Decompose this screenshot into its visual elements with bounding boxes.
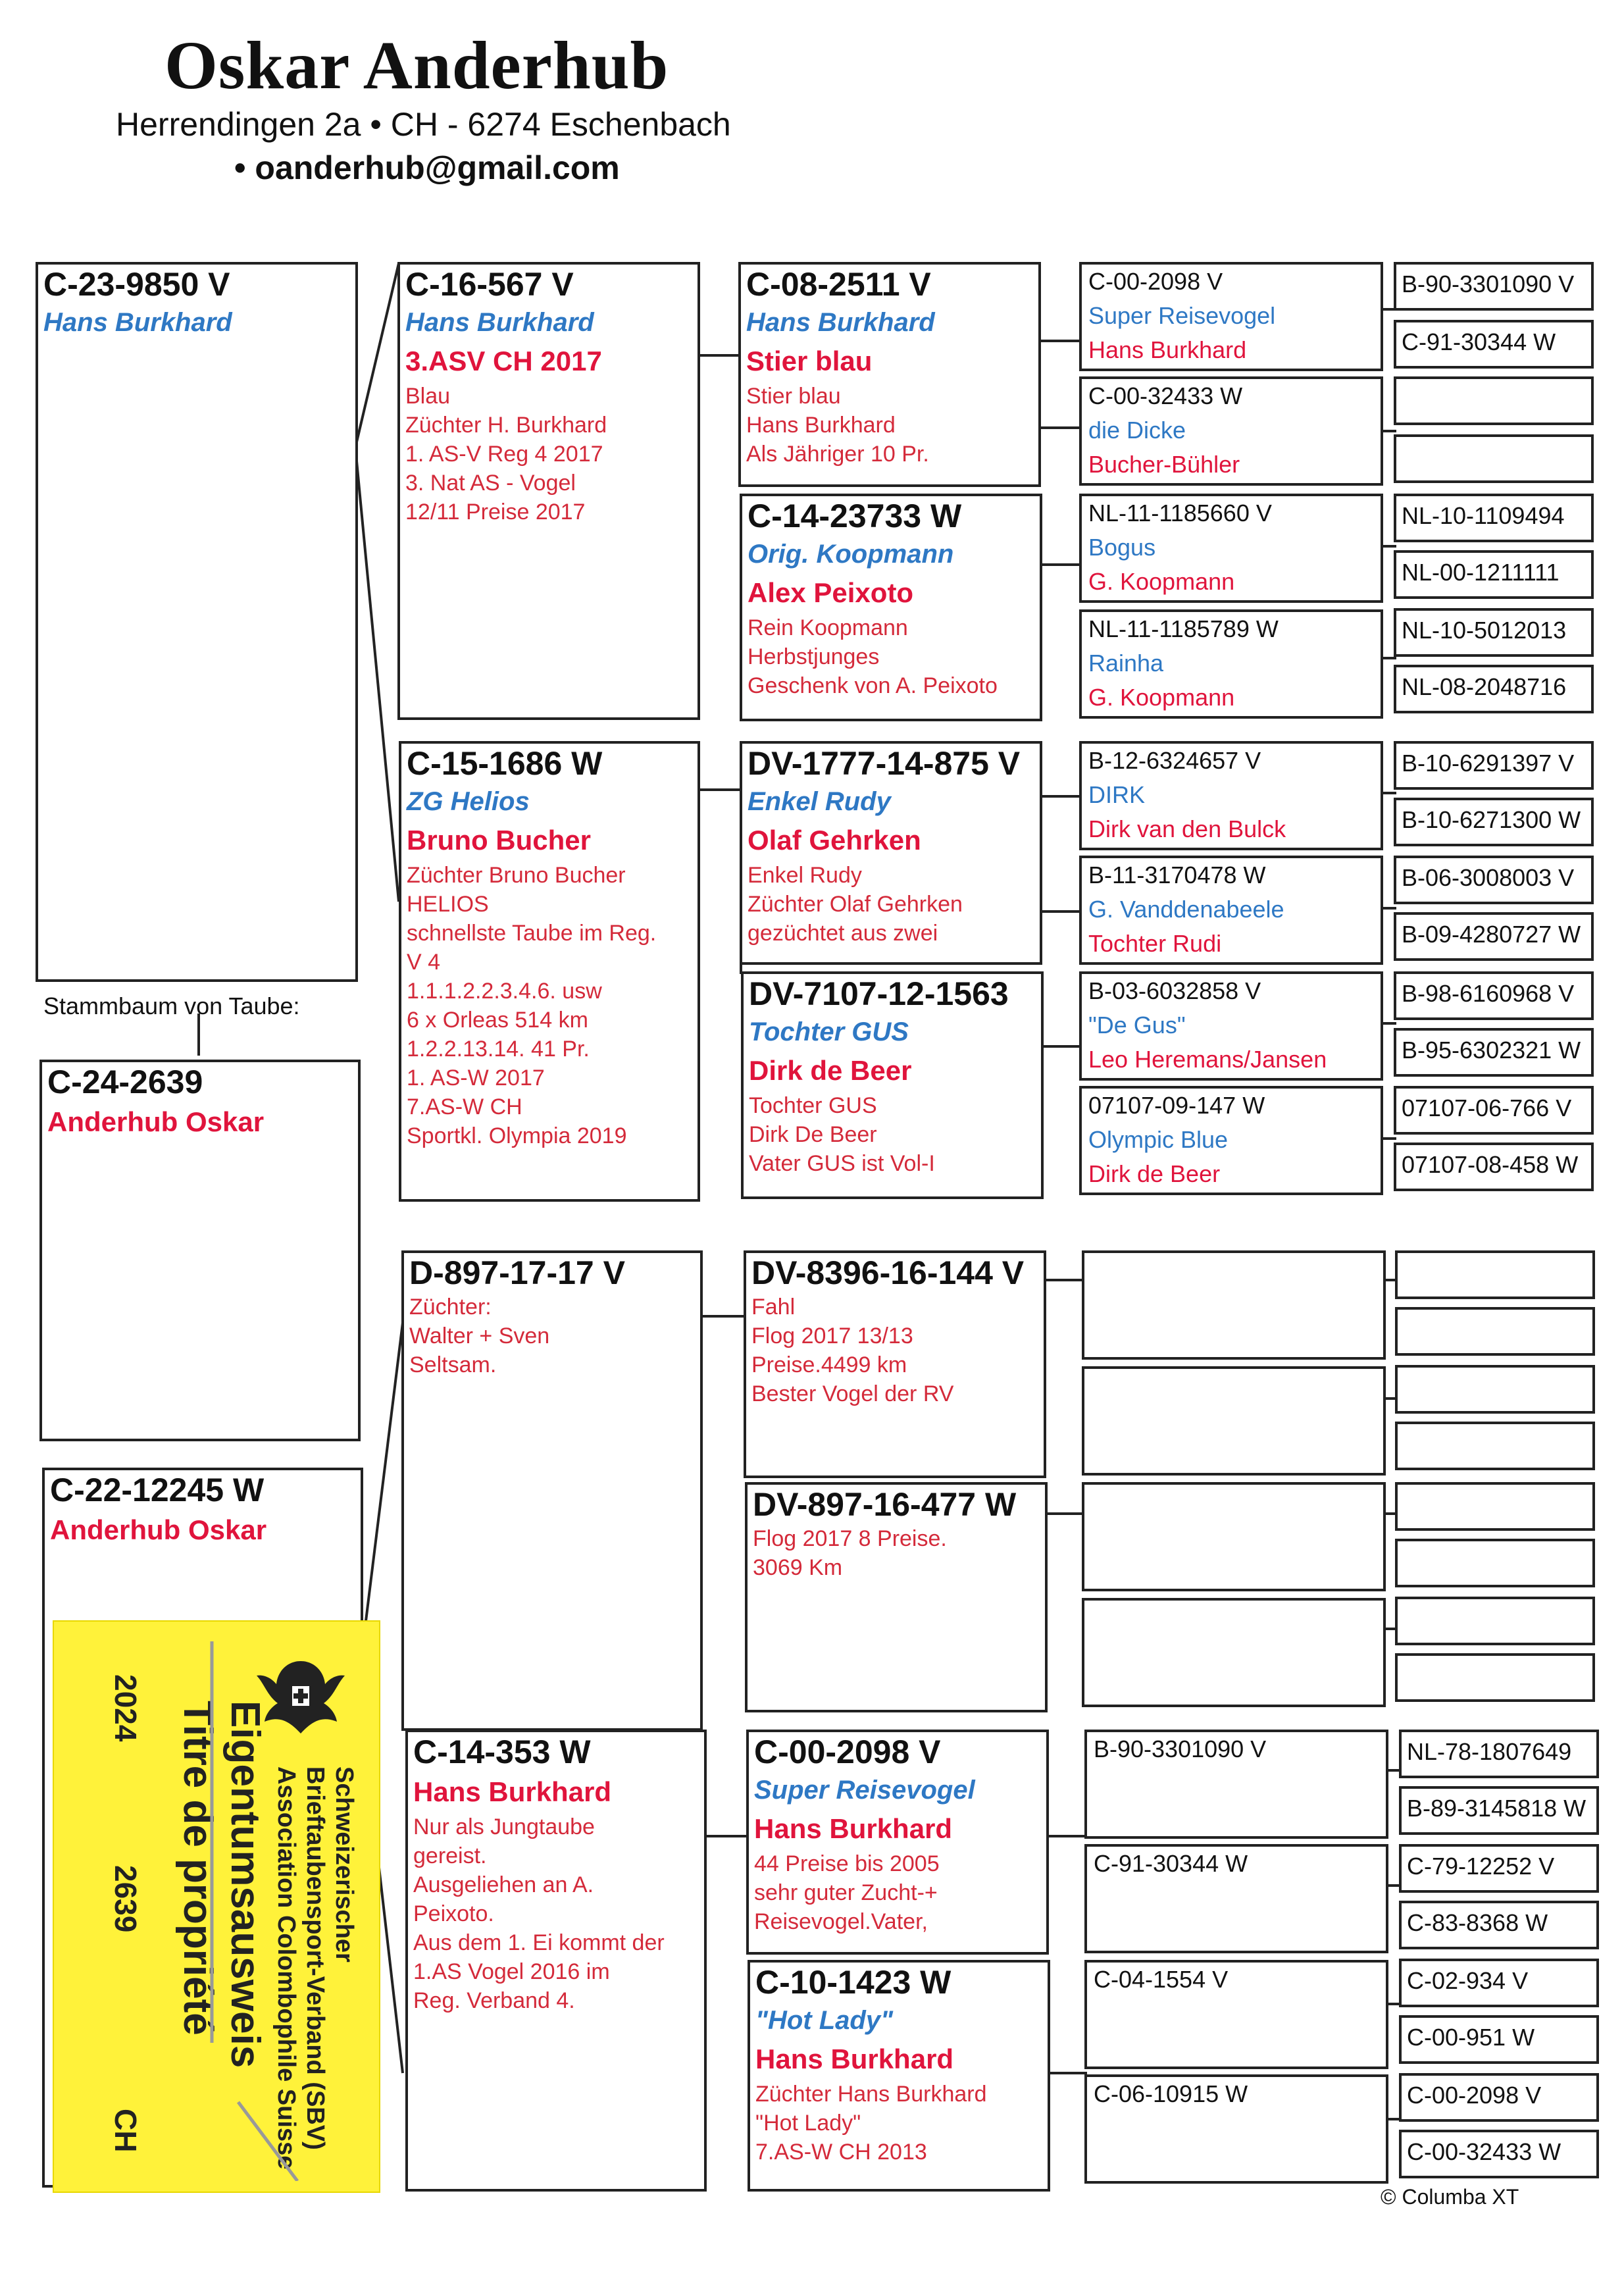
gen5-box[interactable] <box>1394 262 1594 311</box>
card-title-fr: Titre de propriété <box>175 1701 220 2036</box>
gen3-box[interactable] <box>740 741 1042 965</box>
pigeon-owner: Dirk de Beer <box>1088 1160 1221 1187</box>
subject-box[interactable] <box>39 1060 361 1441</box>
gen2-box[interactable] <box>399 741 700 1202</box>
gen5-box[interactable] <box>1399 1959 1599 2007</box>
pigeon-owner: Hans Burkhard <box>1088 336 1247 363</box>
info-line: sehr guter Zucht-+ <box>754 1880 938 1905</box>
pigeon-owner: Olaf Gehrken <box>748 825 921 856</box>
ring-number: B-98-6160968 V <box>1402 980 1575 1007</box>
gen5-box[interactable] <box>1394 741 1594 790</box>
breeder-address: Herrendingen 2a • CH - 6274 Eschenbach <box>116 106 731 143</box>
pigeon-name: Olympic Blue <box>1088 1126 1229 1153</box>
pigeon-name: Hans Burkhard <box>746 308 935 337</box>
card-line1: Schweizerischer <box>330 1766 358 1963</box>
info-line: Sportkl. Olympia 2019 <box>407 1123 627 1148</box>
info-line: "Hot Lady" <box>755 2111 861 2136</box>
pigeon-name: DIRK <box>1088 781 1146 808</box>
info-line: Herbstjunges <box>748 644 880 669</box>
ring-number: C-83-8368 W <box>1407 1909 1548 1936</box>
gen5-box[interactable] <box>1394 971 1594 1020</box>
stammbaum-label: Stammbaum von Taube: <box>43 992 300 1019</box>
info-line: Züchter: <box>409 1295 492 1320</box>
ring-number: B-89-3145818 W <box>1407 1795 1586 1822</box>
subject-ring: C-24-2639 <box>47 1064 203 1100</box>
card-number: 2639 <box>109 1865 143 1933</box>
pigeon-owner: Dirk van den Bulck <box>1088 815 1286 842</box>
card-line3: Association Colombophile Suisse <box>272 1766 300 2170</box>
subject-owner: Anderhub Oskar <box>47 1106 265 1137</box>
gen3-box[interactable] <box>740 494 1042 721</box>
gen3-box[interactable] <box>745 1482 1048 1712</box>
gen5-box-empty[interactable] <box>1394 434 1594 483</box>
ring-number: NL-10-5012013 <box>1402 617 1567 644</box>
info-line: Hans Burkhard <box>746 413 896 438</box>
info-line: Züchter Olaf Gehrken <box>748 892 963 917</box>
gen5-box[interactable] <box>1394 798 1594 846</box>
mother-owner: Anderhub Oskar <box>50 1514 267 1545</box>
ring-number: NL-11-1185660 V <box>1088 500 1272 526</box>
gen4-box[interactable] <box>1079 376 1383 486</box>
ring-number: B-11-3170478 W <box>1088 861 1266 888</box>
info-line: Reisevogel.Vater, <box>754 1909 928 1934</box>
info-line: HELIOS <box>407 892 489 917</box>
gen5-box[interactable] <box>1399 2015 1599 2064</box>
info-line: Geschenk von A. Peixoto <box>748 673 998 698</box>
pigeon-owner: Bruno Bucher <box>407 825 592 856</box>
ring-number: NL-00-1211111 <box>1402 559 1560 586</box>
info-line: Reg. Verband 4. <box>413 1988 575 2013</box>
ring-number: D-897-17-17 V <box>409 1254 625 1291</box>
gen4-box-empty[interactable] <box>1082 1366 1386 1476</box>
info-line: Flog 2017 13/13 <box>751 1323 913 1348</box>
gen4-box[interactable] <box>1084 1960 1388 2069</box>
gen5-box[interactable] <box>1394 550 1594 599</box>
ring-number: DV-8396-16-144 V <box>751 1254 1025 1291</box>
info-line: Züchter H. Burkhard <box>405 413 607 438</box>
pigeon-owner: Bucher-Bühler <box>1088 451 1240 478</box>
ring-number: B-90-3301090 V <box>1402 270 1575 297</box>
ring-number: B-09-4280727 W <box>1402 921 1581 948</box>
pigeon-name: ZG Helios <box>407 787 530 816</box>
pigeon-owner: Leo Heremans/Jansen <box>1088 1046 1327 1073</box>
gen5-box[interactable] <box>1394 494 1594 542</box>
info-line: 1.AS Vogel 2016 im <box>413 1959 610 1984</box>
ownership-card <box>53 1620 380 2193</box>
info-line: Rein Koopmann <box>748 615 908 640</box>
ring-number: C-04-1554 V <box>1094 1966 1229 1993</box>
info-line: Nur als Jungtaube <box>413 1814 595 1839</box>
info-line: V 4 <box>407 950 441 975</box>
breeder-email[interactable]: • oanderhub@gmail.com <box>234 149 620 186</box>
pigeon-owner: Hans Burkhard <box>754 1813 953 1844</box>
pigeon-name: Hans Burkhard <box>405 308 594 337</box>
info-line: Tochter GUS <box>749 1093 877 1118</box>
gen5-box-empty[interactable] <box>1395 1307 1595 1356</box>
pigeon-owner: Alex Peixoto <box>748 577 914 608</box>
ring-number: B-10-6291397 V <box>1402 750 1575 777</box>
gen4-box[interactable] <box>1079 856 1383 965</box>
gen2-box[interactable] <box>401 1250 703 1731</box>
gen4-box-empty[interactable] <box>1082 1482 1386 1591</box>
info-line: Blau <box>405 384 451 409</box>
info-line: Als Jähriger 10 Pr. <box>746 442 929 467</box>
info-line: Stier blau <box>746 384 841 409</box>
info-line: Aus dem 1. Ei kommt der <box>413 1930 665 1955</box>
mother-ring: C-22-12245 W <box>50 1472 265 1508</box>
pigeon-name: Tochter GUS <box>749 1017 909 1046</box>
gen5-box[interactable] <box>1394 1086 1594 1135</box>
ring-number: C-00-951 W <box>1407 2024 1535 2051</box>
gen5-box[interactable] <box>1394 320 1594 369</box>
ring-number: C-10-1423 W <box>755 1964 952 2001</box>
ring-number: NL-08-2048716 <box>1402 673 1567 700</box>
ring-number: C-00-32433 W <box>1088 382 1243 409</box>
gen4-box[interactable] <box>1084 2074 1388 2184</box>
info-line: 1. AS-V Reg 4 2017 <box>405 442 603 467</box>
ring-number: C-00-2098 V <box>1407 2082 1542 2109</box>
breeder-name: Oskar Anderhub <box>165 28 669 103</box>
ring-number: B-03-6032858 V <box>1088 977 1261 1004</box>
gen5-box[interactable] <box>1394 1142 1594 1191</box>
ring-number: DV-1777-14-875 V <box>748 745 1021 782</box>
ring-number: B-90-3301090 V <box>1094 1735 1267 1762</box>
pigeon-name: Rainha <box>1088 650 1164 677</box>
gen5-box-empty[interactable] <box>1395 1597 1595 1645</box>
pigeon-name: Bogus <box>1088 534 1156 561</box>
info-line: Walter + Sven <box>409 1323 550 1348</box>
info-line: 7.AS-W CH 2013 <box>755 2140 927 2165</box>
info-line: Preise.4499 km <box>751 1352 907 1377</box>
card-pin-icon <box>140 1641 311 2181</box>
pigeon-name: Super Reisevogel <box>754 1776 975 1805</box>
pigeon-name: die Dicke <box>1088 417 1186 444</box>
info-line: Ausgeliehen an A. <box>413 1872 594 1897</box>
ring-number: 07107-08-458 W <box>1402 1151 1579 1178</box>
info-line: 12/11 Preise 2017 <box>405 500 586 525</box>
ring-number: C-16-567 V <box>405 266 574 303</box>
pigeon-name: "Hot Lady" <box>755 2006 894 2035</box>
ring-number: C-15-1686 W <box>407 745 603 782</box>
ring-number: C-91-30344 W <box>1094 1850 1248 1877</box>
ring-number: 07107-09-147 W <box>1088 1092 1265 1119</box>
info-line: Züchter Bruno Bucher <box>407 863 626 888</box>
gen4-box[interactable] <box>1079 494 1383 603</box>
gen4-box[interactable] <box>1084 1844 1388 1953</box>
ring-number: C-91-30344 W <box>1402 328 1556 355</box>
info-line: schnellste Taube im Reg. <box>407 921 657 946</box>
pigeon-owner: Stier blau <box>746 346 873 376</box>
pigeon-owner: Hans Burkhard <box>755 2043 954 2074</box>
info-line: 6 x Orleas 514 km <box>407 1008 588 1033</box>
ring-number: B-06-3008003 V <box>1402 864 1575 891</box>
ring-number: C-00-32433 W <box>1407 2138 1561 2165</box>
ring-number: C-00-2098 V <box>1088 268 1223 295</box>
pigeon-owner: Tochter Rudi <box>1088 930 1222 957</box>
info-line: Dirk De Beer <box>749 1122 877 1147</box>
gen5-box[interactable] <box>1399 1844 1599 1893</box>
gen5-box[interactable] <box>1394 856 1594 904</box>
father-box[interactable] <box>36 262 358 982</box>
gen5-box[interactable] <box>1394 608 1594 657</box>
gen4-box-empty[interactable] <box>1082 1250 1386 1360</box>
gen5-box[interactable] <box>1394 665 1594 713</box>
info-line: 7.AS-W CH <box>407 1094 522 1119</box>
gen5-box-empty[interactable] <box>1395 1653 1595 1702</box>
info-line: gezüchtet aus zwei <box>748 921 938 946</box>
gen3-box[interactable] <box>741 971 1044 1199</box>
gen5-box[interactable] <box>1399 1730 1599 1778</box>
ring-number: DV-897-16-477 W <box>753 1486 1017 1523</box>
ring-number: B-12-6324657 V <box>1088 747 1261 774</box>
pigeon-owner: G. Koopmann <box>1088 568 1235 595</box>
father-ring: C-23-9850 V <box>43 266 230 303</box>
gen5-box[interactable] <box>1399 1901 1599 1949</box>
gen5-box-empty[interactable] <box>1394 376 1594 425</box>
gen3-box[interactable] <box>738 262 1041 487</box>
gen5-box[interactable] <box>1394 912 1594 961</box>
info-line: 3. Nat AS - Vogel <box>405 471 576 496</box>
info-line: Züchter Hans Burkhard <box>755 2082 987 2107</box>
gen5-box-empty[interactable] <box>1395 1422 1595 1470</box>
gen5-box-empty[interactable] <box>1395 1250 1595 1299</box>
gen2-box[interactable] <box>405 1730 707 2192</box>
ring-number: C-14-353 W <box>413 1733 591 1770</box>
ring-number: C-00-2098 V <box>754 1733 941 1770</box>
info-line: Vater GUS ist Vol-I <box>749 1151 935 1176</box>
ring-number: C-06-10915 W <box>1094 2080 1248 2107</box>
card-year: 2024 <box>109 1674 143 1742</box>
gen5-box-empty[interactable] <box>1395 1365 1595 1414</box>
gen3-box[interactable] <box>748 1960 1050 2192</box>
pigeon-owner: Hans Burkhard <box>413 1776 612 1807</box>
card-title-de: Eigentumsausweis <box>222 1701 268 2068</box>
info-line: Flog 2017 8 Preise. <box>753 1526 947 1551</box>
info-line: Fahl <box>751 1295 796 1320</box>
gen5-box[interactable] <box>1399 2130 1599 2178</box>
info-line: 3069 Km <box>753 1555 843 1580</box>
info-line: 1.1.1.2.2.3.4.6. usw <box>407 979 602 1004</box>
pigeon-name: Enkel Rudy <box>748 787 891 816</box>
ring-number: C-02-934 V <box>1407 1967 1529 1994</box>
ring-number: NL-11-1185789 W <box>1088 615 1279 642</box>
gen4-box[interactable] <box>1079 971 1383 1081</box>
card-country: CH <box>109 2109 143 2153</box>
gen2-box[interactable] <box>397 262 700 720</box>
pigeon-name: Super Reisevogel <box>1088 302 1276 329</box>
card-line2: Brieftaubensport-Verband (SBV) <box>301 1766 329 2150</box>
info-line: Seltsam. <box>409 1352 497 1377</box>
pigeon-name: Orig. Koopmann <box>748 540 954 569</box>
info-line: 44 Preise bis 2005 <box>754 1851 940 1876</box>
gen4-box-empty[interactable] <box>1082 1598 1386 1707</box>
copyright-note: © Columba XT <box>1381 2185 1519 2209</box>
gen4-box[interactable] <box>1084 1730 1388 1839</box>
pigeon-owner: Dirk de Beer <box>749 1055 912 1086</box>
pigeon-name: G. Vanddenabeele <box>1088 896 1284 923</box>
info-line: Bester Vogel der RV <box>751 1381 954 1406</box>
info-line: Peixoto. <box>413 1901 494 1926</box>
gen3-box[interactable] <box>746 1730 1049 1955</box>
ring-number: B-95-6302321 W <box>1402 1037 1581 1064</box>
info-line: Enkel Rudy <box>748 863 862 888</box>
gen3-box[interactable] <box>744 1250 1046 1478</box>
ring-number: 07107-06-766 V <box>1402 1094 1572 1121</box>
info-line: 1. AS-W 2017 <box>407 1065 545 1091</box>
pigeon-name: "De Gus" <box>1088 1012 1186 1039</box>
gen5-box[interactable] <box>1399 1786 1599 1835</box>
gen4-box[interactable] <box>1079 262 1383 371</box>
ring-number: C-14-23733 W <box>748 498 962 534</box>
pigeon-owner: G. Koopmann <box>1088 684 1235 711</box>
ring-number: C-08-2511 V <box>746 266 931 303</box>
father-name: Hans Burkhard <box>43 308 232 337</box>
gen5-box[interactable] <box>1394 1028 1594 1077</box>
ring-number: NL-10-1109494 <box>1402 502 1565 529</box>
gen4-box[interactable] <box>1079 609 1383 719</box>
gen5-box-empty[interactable] <box>1395 1482 1595 1531</box>
ring-number: B-10-6271300 W <box>1402 806 1581 833</box>
gen4-box[interactable] <box>1079 741 1383 850</box>
gen5-box-empty[interactable] <box>1395 1539 1595 1587</box>
ring-number: NL-78-1807649 <box>1407 1738 1572 1765</box>
ring-number: C-79-12252 V <box>1407 1853 1555 1880</box>
ring-number: DV-7107-12-1563 <box>749 975 1009 1012</box>
pigeon-owner: 3.ASV CH 2017 <box>405 346 602 376</box>
gen5-box[interactable] <box>1399 2073 1599 2122</box>
info-line: 1.2.2.13.14. 41 Pr. <box>407 1037 590 1062</box>
gen4-box[interactable] <box>1079 1086 1383 1195</box>
info-line: gereist. <box>413 1843 487 1868</box>
